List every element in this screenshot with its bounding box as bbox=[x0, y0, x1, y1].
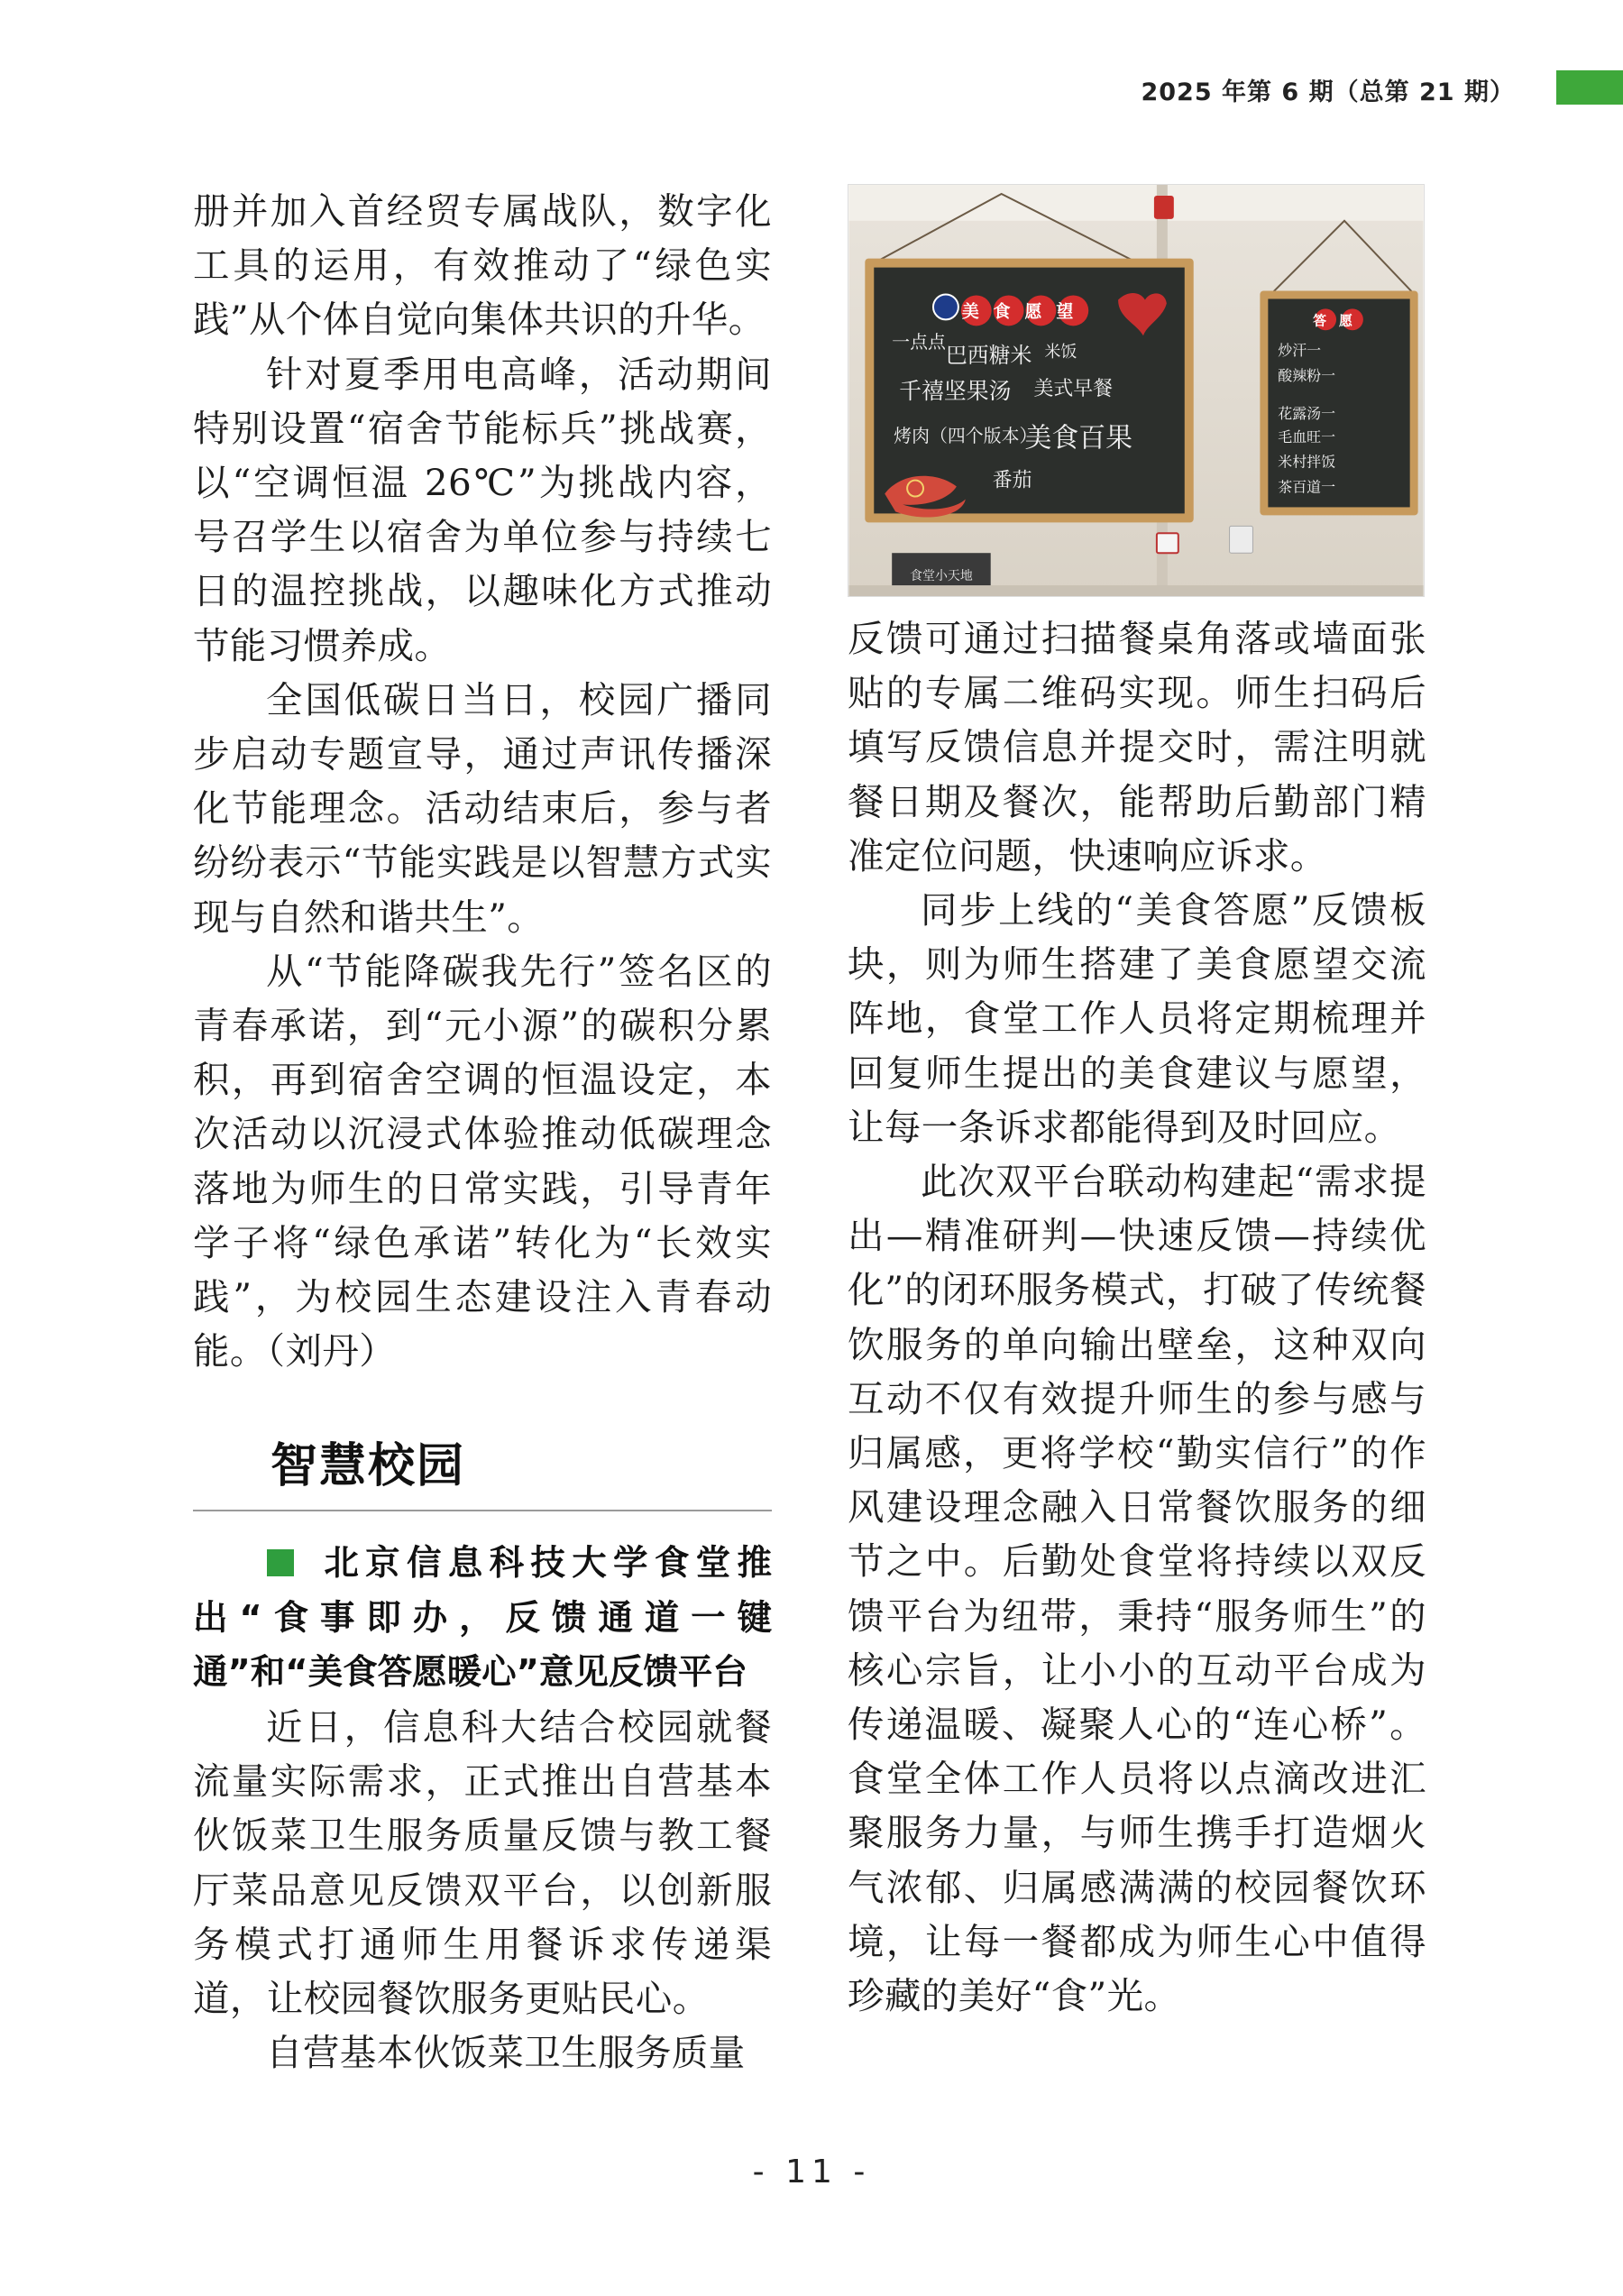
paragraph-continued: 册并加入首经贸专属战队，数字化工具的运用，有效推动了“绿色实践”从个体自觉向集体共识的升华。 bbox=[193, 189, 772, 342]
wall-socket bbox=[1230, 526, 1253, 553]
page-number: - 11 - bbox=[752, 2154, 871, 2190]
paragraph-continued: 反馈可通过扫描餐桌角落或墙面张贴的专属二维码实现。师生扫码后填写反馈信息并提交时，需注明就餐日期及餐次，能帮助后勤部门精准定位问题，快速响应诉求。 bbox=[848, 617, 1426, 877]
right-column bbox=[848, 184, 1426, 2023]
section-heading: 智慧校园 bbox=[270, 1439, 466, 1494]
paragraph: 全国低碳日当日，校园广播同步启动专题宣导，通过声讯传播深化节能理念。活动结束后，参与者纷纷表示“节能实践是以智慧方式实现与自然和谐共生”。 bbox=[193, 677, 772, 939]
svg-text:千禧坚果汤: 千禧坚果汤 bbox=[899, 377, 1012, 404]
svg-text:毛血旺一: 毛血旺一 bbox=[1278, 427, 1335, 445]
article-headline bbox=[193, 1537, 772, 1700]
left-column bbox=[193, 184, 772, 2080]
section-divider bbox=[193, 1510, 772, 1511]
paragraph: 针对夏季用电高峰，活动期间特别设置“宿舍节能标兵”挑战赛，以“空调恒温 26℃”为挑战内容，号召学生以宿舍为单位参与持续七日的温控挑战，以趣味化方式推动节能习惯养成。 bbox=[193, 352, 772, 667]
green-square-marker bbox=[267, 1549, 294, 1576]
svg-text:烤肉（四个版本）: 烤肉（四个版本） bbox=[894, 425, 1038, 446]
svg-text:番茄: 番茄 bbox=[992, 469, 1032, 492]
paragraph: 同步上线的“美食答愿”反馈板块，则为师生搭建了美食愿望交流阵地，食堂工作人员将定期梳理并回复师生提出的美食建议与愿望，让每一条诉求都能得到及时回应。 bbox=[848, 888, 1426, 1149]
svg-text:一点点: 一点点 bbox=[892, 332, 946, 354]
svg-text:花露汤一: 花露汤一 bbox=[1278, 404, 1335, 422]
svg-text:巴西糖米: 巴西糖米 bbox=[945, 343, 1032, 369]
svg-text:美食愿望: 美食愿望 bbox=[961, 301, 1088, 322]
svg-text:炒汗一: 炒汗一 bbox=[1278, 342, 1322, 360]
svg-text:美食百果: 美食百果 bbox=[1024, 422, 1132, 455]
paragraph: 此次双平台联动构建起“需求提出—精准研判—快速反馈—持续优化”的闭环服务模式，打破了传统餐饮服务的单向输出壁垒，这种双向互动不仅有效提升师生的参与感与归属感，更将学校“勤实信行”的作风建设理念融入日常餐饮服务的细节之中。后勤处食堂将持续以双反馈平台为纽带，秉持“服务师生”的核心宗旨，让小小的互动平台成为传递温暖、凝聚人心的“连心桥”。食堂全体工作人员将以点滴改进汇聚服务力量，与师生携手打造烟火气浓郁、归属感满满的校园餐饮环境，让每一餐都成为师生心中值得珍藏的美好“食”光。 bbox=[848, 1160, 1426, 2018]
alarm-button bbox=[1157, 533, 1178, 553]
paragraph: 近日，信息科大结合校园就餐流量实际需求，正式推出自营基本伙饭菜卫生服务质量反馈与教工餐厅菜品意见反馈双平台，以创新服务模式打通师生用餐诉求传递渠道，让校园餐饮服务更贴民心。 bbox=[193, 1705, 772, 2021]
paragraph: 从“节能降碳我先行”签名区的青春承诺，到“元小源”的碳积分累积，再到宿舍空调的恒温设定，本次活动以沉浸式体验推动低碳理念落地为师生的日常实践，引导青年学子将“绿色承诺”转化为“长效实践”，为校园生态建设注入青春动能。（刘丹） bbox=[193, 949, 772, 1373]
article-headline-text: 北京信息科技大学食堂推出“食事即办，反馈通道一键通”和“美食答愿暖心”意见反馈平台 bbox=[193, 1543, 772, 1693]
svg-text:酸辣粉一: 酸辣粉一 bbox=[1278, 367, 1335, 385]
svg-text:答愿: 答愿 bbox=[1313, 312, 1365, 329]
svg-text:茶百道一: 茶百道一 bbox=[1278, 478, 1335, 496]
canteen-blackboard-photo bbox=[848, 184, 1425, 597]
issue-label: 2025 年第 6 期（总第 21 期） bbox=[1141, 78, 1515, 106]
green-tab-decoration bbox=[1556, 70, 1623, 105]
sign-text: 食堂小天地 bbox=[910, 569, 973, 584]
svg-text:米饭: 米饭 bbox=[1044, 343, 1077, 363]
small-board-title bbox=[1313, 308, 1365, 330]
paragraph: 自营基本伙饭菜卫生服务质量 bbox=[266, 2031, 746, 2075]
small-board-surface bbox=[1268, 298, 1409, 507]
svg-text:美式早餐: 美式早餐 bbox=[1033, 377, 1114, 400]
alarm-box bbox=[1154, 196, 1174, 219]
svg-text:米村拌饭: 米村拌饭 bbox=[1278, 453, 1335, 471]
